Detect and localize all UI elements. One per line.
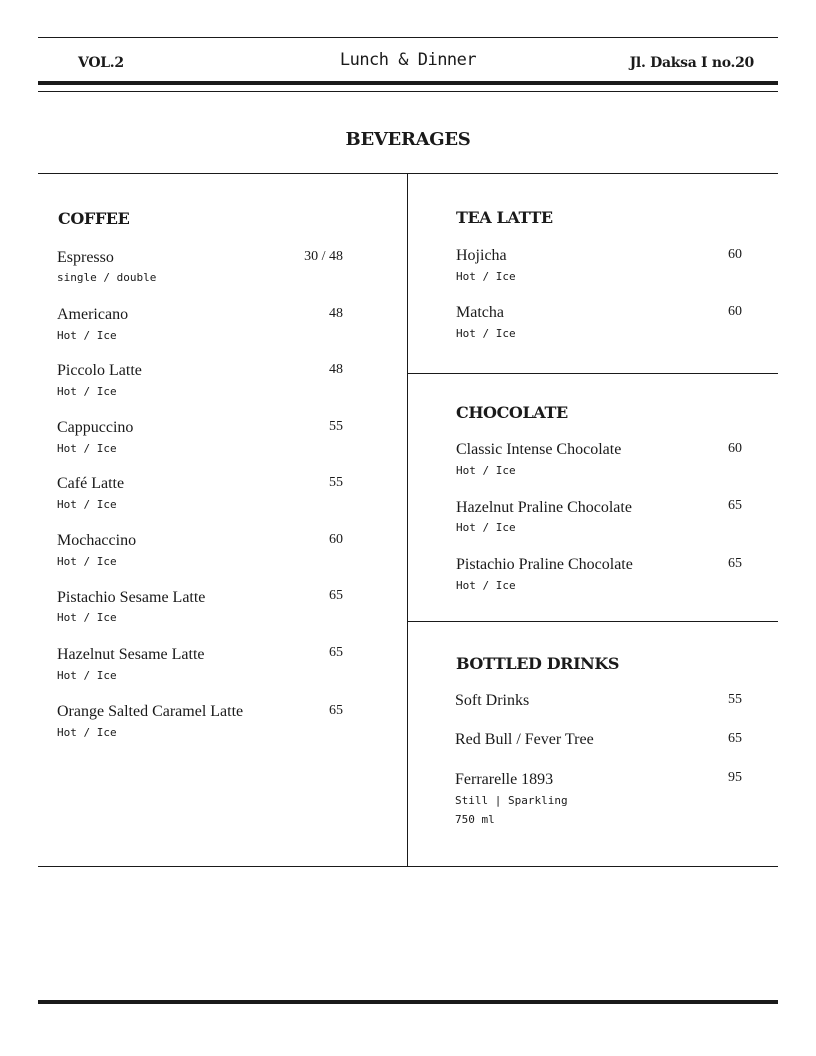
item-name: Hazelnut Sesame Latte <box>57 646 205 663</box>
item-subtext: Hot / Ice <box>57 669 117 682</box>
item-name: Hojicha <box>456 247 507 264</box>
item-price: 48 <box>329 306 343 321</box>
item-subtext: Hot / Ice <box>57 385 117 398</box>
item-price: 95 <box>728 770 742 785</box>
item-subtext: Hot / Ice <box>456 521 516 534</box>
item-name: Pistachio Sesame Latte <box>57 589 206 606</box>
right-divider-1 <box>407 373 778 374</box>
header-bottom-rule-thin <box>38 91 778 92</box>
item-name: Espresso <box>57 249 114 266</box>
item-subtext: Hot / Ice <box>456 270 516 283</box>
item-price: 55 <box>728 692 742 707</box>
item-price: 65 <box>728 498 742 513</box>
item-price: 60 <box>329 532 343 547</box>
item-price: 60 <box>728 304 742 319</box>
item-price: 65 <box>329 645 343 660</box>
item-subtext: Hot / Ice <box>57 498 117 511</box>
item-subtext: Hot / Ice <box>456 579 516 592</box>
item-price: 65 <box>728 556 742 571</box>
item-volume: 750 ml <box>455 813 495 826</box>
item-name: Pistachio Praline Chocolate <box>456 556 633 573</box>
footer-rule-thick <box>38 1000 778 1004</box>
item-name: Soft Drinks <box>455 692 530 709</box>
section-title-chocolate: CHOCOLATE <box>456 403 568 422</box>
item-price: 48 <box>329 362 343 377</box>
item-price: 55 <box>329 419 343 434</box>
header-top-rule <box>38 37 778 38</box>
item-name: Orange Salted Caramel Latte <box>57 703 244 720</box>
item-price: 30 / 48 <box>304 249 343 264</box>
item-price: 65 <box>728 731 742 746</box>
menu-title: Lunch & Dinner <box>339 50 477 70</box>
section-top-rule <box>38 173 778 174</box>
item-price: 65 <box>329 588 343 603</box>
item-price: 55 <box>329 475 343 490</box>
item-subtext: Hot / Ice <box>456 464 516 477</box>
item-subtext: Hot / Ice <box>57 329 117 342</box>
column-divider <box>407 173 408 866</box>
item-subtext: Hot / Ice <box>57 611 117 624</box>
item-subtext: Hot / Ice <box>456 327 516 340</box>
item-name: Cappuccino <box>57 419 134 436</box>
item-subtext: Still | Sparkling <box>455 794 568 807</box>
item-name: Americano <box>57 306 129 323</box>
section-bottom-rule <box>38 866 778 867</box>
item-name: Café Latte <box>57 475 125 492</box>
section-title-tea-latte: TEA LATTE <box>456 208 553 227</box>
volume-label: VOL.2 <box>78 55 124 71</box>
address-label: Jl. Daksa I no.20 <box>629 55 754 71</box>
page-title: BEVERAGES <box>345 129 471 150</box>
item-name: Hazelnut Praline Chocolate <box>456 499 632 516</box>
item-name: Ferrarelle 1893 <box>455 771 554 788</box>
item-subtext: Hot / Ice <box>57 726 117 739</box>
item-name: Piccolo Latte <box>57 362 142 379</box>
header-bottom-rule-thick <box>38 81 778 85</box>
item-name: Mochaccino <box>57 532 137 549</box>
section-title-coffee: COFFEE <box>58 209 130 228</box>
right-divider-2 <box>407 621 778 622</box>
item-price: 60 <box>728 247 742 262</box>
item-name: Red Bull / Fever Tree <box>455 731 594 748</box>
item-price: 65 <box>329 703 343 718</box>
item-subtext: Hot / Ice <box>57 442 117 455</box>
item-name: Classic Intense Chocolate <box>456 441 622 458</box>
item-subtext: Hot / Ice <box>57 555 117 568</box>
item-price: 60 <box>728 441 742 456</box>
item-subtext: single / double <box>57 271 157 284</box>
item-name: Matcha <box>456 304 504 321</box>
section-title-bottled-drinks: BOTTLED DRINKS <box>456 654 620 673</box>
